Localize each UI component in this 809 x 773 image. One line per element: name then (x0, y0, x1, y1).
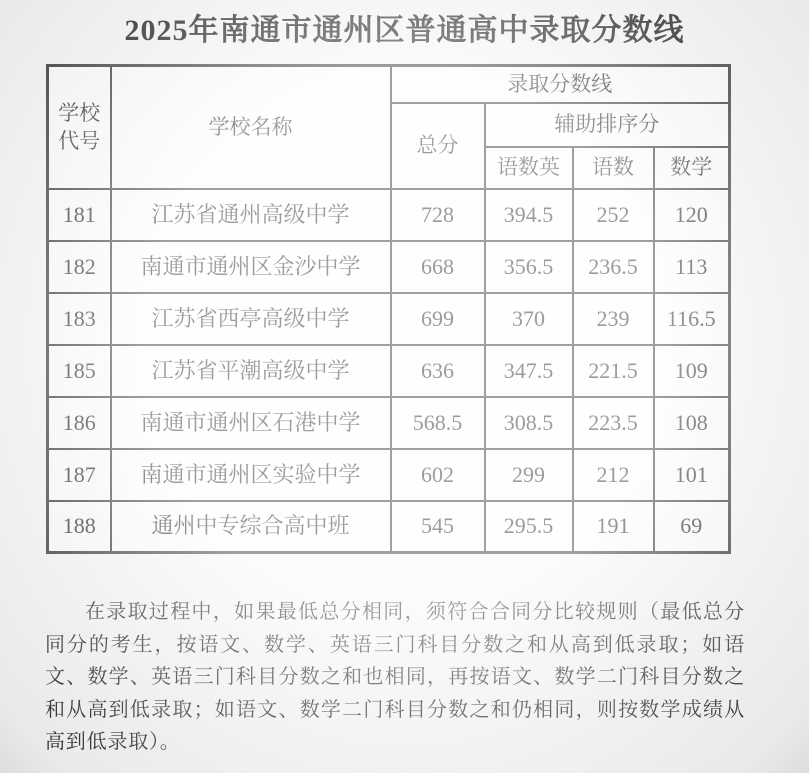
school-code-cell: 181 (48, 189, 111, 241)
cme-score-cell: 308.5 (485, 397, 573, 449)
score-table (46, 64, 731, 554)
header-chinese-math: 语数 (573, 147, 654, 189)
table-row (48, 241, 730, 293)
cm-score-cell: 223.5 (573, 397, 654, 449)
cme-score-cell: 394.5 (485, 189, 573, 241)
school-code-cell: 188 (48, 501, 111, 553)
school-name-cell: 江苏省通州高级中学 (111, 189, 391, 241)
school-name-cell: 南通市通州区石港中学 (111, 397, 391, 449)
cme-score-cell: 347.5 (485, 345, 573, 397)
cm-score-cell: 239 (573, 293, 654, 345)
total-score-cell: 602 (391, 449, 485, 501)
note-paragraph: 在录取过程中，如果最低总分相同，须符合合同分比较规则（最低总分同分的考生，按语文、数学、英语三门科目分数之和从高到低录取；如语文、数学、英语三门科目分数之和也相同，再按语文、数学二门科目分数之和从高到低录取；如语文、数学二门科目分数之和仍相同，则按数学成绩从高到低录取）。 (45, 601, 745, 753)
math-score-cell: 101 (654, 449, 730, 501)
school-name-cell: 南通市通州区金沙中学 (111, 241, 391, 293)
school-name-cell: 江苏省西亭高级中学 (111, 293, 391, 345)
math-score-cell: 120 (654, 189, 730, 241)
cm-score-cell: 212 (573, 449, 654, 501)
school-code-cell: 182 (48, 241, 111, 293)
cme-score-cell: 299 (485, 449, 573, 501)
page-title: 2025年南通市通州区普通高中录取分数线 (124, 14, 685, 47)
school-code-cell: 186 (48, 397, 111, 449)
total-score-cell: 728 (391, 189, 485, 241)
header-auxiliary-sort: 辅助排序分 (485, 103, 730, 147)
header-admission-line: 录取分数线 (391, 66, 730, 103)
cme-score-cell: 370 (485, 293, 573, 345)
math-score-cell: 116.5 (654, 293, 730, 345)
cm-score-cell: 221.5 (573, 345, 654, 397)
header-row-1 (48, 66, 730, 103)
table-row (48, 189, 730, 241)
table-row (48, 501, 730, 553)
table-row (48, 345, 730, 397)
total-score-cell: 636 (391, 345, 485, 397)
cm-score-cell: 252 (573, 189, 654, 241)
school-name-cell: 南通市通州区实验中学 (111, 449, 391, 501)
cm-score-cell: 191 (573, 501, 654, 553)
header-school-code: 学校代号 (48, 66, 111, 189)
math-score-cell: 108 (654, 397, 730, 449)
table-row (48, 449, 730, 501)
table-row (48, 397, 730, 449)
math-score-cell: 113 (654, 241, 730, 293)
school-code-cell: 183 (48, 293, 111, 345)
school-code-cell: 187 (48, 449, 111, 501)
school-code-cell: 185 (48, 345, 111, 397)
header-total-score: 总分 (391, 103, 485, 189)
table-row (48, 293, 730, 345)
cme-score-cell: 356.5 (485, 241, 573, 293)
header-school-name: 学校名称 (111, 66, 391, 189)
cm-score-cell: 236.5 (573, 241, 654, 293)
total-score-cell: 568.5 (391, 397, 485, 449)
math-score-cell: 109 (654, 345, 730, 397)
header-math: 数学 (654, 147, 730, 189)
cme-score-cell: 295.5 (485, 501, 573, 553)
total-score-cell: 699 (391, 293, 485, 345)
total-score-cell: 668 (391, 241, 485, 293)
math-score-cell: 69 (654, 501, 730, 553)
header-chinese-math-english: 语数英 (485, 147, 573, 189)
school-name-cell: 江苏省平潮高级中学 (111, 345, 391, 397)
total-score-cell: 545 (391, 501, 485, 553)
school-name-cell: 通州中专综合高中班 (111, 501, 391, 553)
